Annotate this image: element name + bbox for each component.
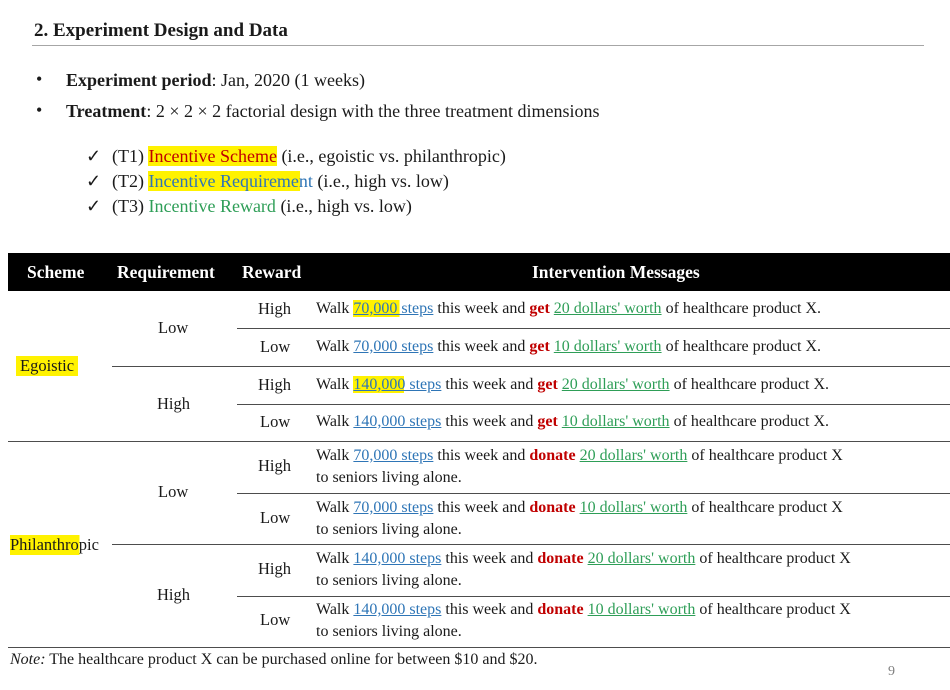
experiment-period-label: Experiment period — [66, 70, 212, 90]
reward-label: High — [258, 375, 291, 394]
treatment-t1 — [86, 146, 506, 167]
requirement-low: Low — [158, 482, 189, 501]
experiment-period-text: : Jan, 2020 (1 weeks) — [211, 70, 365, 90]
table-bottom-rule — [8, 647, 950, 648]
reward-label: High — [258, 559, 291, 578]
steps-requirement: 70,000 steps — [353, 499, 434, 516]
steps-requirement: 140,000 steps — [353, 413, 442, 430]
treatment-name: Incentive Reward — [148, 196, 276, 216]
intervention-message: Walk 70,000 steps this week and donate 20 dollars' worth of healthcare product X to seniors living alone. — [316, 447, 843, 486]
intervention-message: Walk 140,000 steps this week and donate 20 dollars' worth of healthcare product X to seniors living alone. — [316, 550, 851, 589]
reward-amount: 10 dollars' worth — [579, 499, 688, 516]
note-text: The healthcare product X can be purchased online for between $10 and $20. — [45, 651, 538, 668]
check-icon: ✓ — [86, 196, 102, 216]
recipient-line: to seniors living alone. — [316, 572, 462, 589]
header-reward: Reward — [242, 262, 302, 282]
row-divider — [237, 404, 950, 405]
intervention-message: Walk 140,000 steps this week and get 20 dollars' worth of healthcare product X. — [316, 376, 830, 393]
row-divider — [237, 328, 950, 329]
group-divider — [112, 366, 950, 367]
intervention-message: Walk 70,000 steps this week and get 20 dollars' worth of healthcare product X. — [316, 300, 822, 317]
intervention-message: Walk 140,000 steps this week and donate 10 dollars' worth of healthcare product X to seniors living alone. — [316, 601, 851, 640]
table-header — [8, 253, 950, 291]
reward-amount: 10 dollars' worth — [561, 413, 670, 430]
header-messages: Intervention Messages — [532, 262, 700, 282]
treatment-detail: (i.e., egoistic vs. philanthropic) — [276, 146, 506, 166]
incentive-verb: donate — [537, 601, 584, 618]
incentive-verb: get — [537, 376, 558, 393]
note-label: Note: — [10, 651, 46, 668]
recipient-line: to seniors living alone. — [316, 521, 462, 538]
title-divider — [32, 45, 924, 46]
page-number: 9 — [888, 664, 895, 679]
treatment-t2 — [86, 171, 449, 192]
incentive-verb: donate — [537, 550, 584, 567]
intervention-message: Walk 70,000 steps this week and donate 10 dollars' worth of healthcare product X to seniors living alone. — [316, 499, 843, 538]
steps-requirement: 70,000 steps — [353, 447, 434, 464]
treatment-code: (T3) — [112, 196, 149, 216]
reward-label: High — [258, 456, 291, 475]
treatment-t3 — [86, 196, 412, 217]
header-scheme: Scheme — [27, 262, 85, 282]
steps-requirement: 70,000 steps — [353, 300, 434, 317]
incentive-verb: get — [537, 413, 558, 430]
header-requirement: Requirement — [117, 262, 215, 282]
intervention-message: Walk 140,000 steps this week and get 10 dollars' worth of healthcare product X. — [316, 413, 830, 430]
recipient-line: to seniors living alone. — [316, 469, 462, 486]
steps-requirement: 70,000 steps — [353, 338, 434, 355]
reward-label: Low — [260, 337, 291, 356]
incentive-verb: donate — [529, 499, 576, 516]
incentive-verb: donate — [529, 447, 576, 464]
reward-amount: 20 dollars' worth — [587, 550, 696, 567]
intervention-message: Walk 70,000 steps this week and get 10 dollars' worth of healthcare product X. — [316, 338, 822, 355]
scheme-egoistic: Egoistic — [16, 356, 78, 376]
scheme-philanthropic: Philanthropic — [10, 535, 99, 554]
steps-requirement: 140,000 steps — [353, 601, 442, 618]
row-divider — [237, 493, 950, 494]
reward-label: High — [258, 299, 291, 318]
treatment-code: (T1) — [112, 146, 149, 166]
reward-amount: 10 dollars' worth — [553, 338, 662, 355]
treatment-detail: (i.e., high vs. low) — [312, 171, 449, 191]
reward-amount: 20 dollars' worth — [561, 376, 670, 393]
incentive-verb: get — [529, 300, 550, 317]
reward-amount: 20 dollars' worth — [579, 447, 688, 464]
treatment-text: : 2 × 2 × 2 factorial design with the three treatment dimensions — [146, 101, 600, 121]
treatment-code: (T2) — [112, 171, 149, 191]
reward-label: Low — [260, 412, 291, 431]
check-icon: ✓ — [86, 171, 102, 191]
recipient-line: to seniors living alone. — [316, 623, 462, 640]
group-divider — [112, 544, 950, 545]
treatment-name: Incentive Requirement — [148, 171, 313, 191]
requirement-high: High — [157, 394, 190, 413]
requirement-low: Low — [158, 318, 189, 337]
reward-amount: 20 dollars' worth — [553, 300, 662, 317]
reward-label: Low — [260, 610, 291, 629]
scheme-divider — [8, 441, 950, 442]
treatment-label: Treatment — [66, 101, 147, 121]
incentive-verb: get — [529, 338, 550, 355]
steps-requirement: 140,000 steps — [353, 376, 442, 393]
treatment-detail: (i.e., high vs. low) — [275, 196, 412, 216]
table-note — [10, 651, 538, 669]
requirement-high: High — [157, 585, 190, 604]
treatment-name: Incentive Scheme — [148, 146, 277, 166]
row-divider — [237, 596, 950, 597]
steps-requirement: 140,000 steps — [353, 550, 442, 567]
reward-label: Low — [260, 508, 291, 527]
bullet-dot: • — [36, 100, 43, 120]
bullet-dot: • — [36, 69, 43, 89]
check-icon: ✓ — [86, 146, 102, 166]
slide-title: 2. Experiment Design and Data — [34, 20, 288, 41]
reward-amount: 10 dollars' worth — [587, 601, 696, 618]
